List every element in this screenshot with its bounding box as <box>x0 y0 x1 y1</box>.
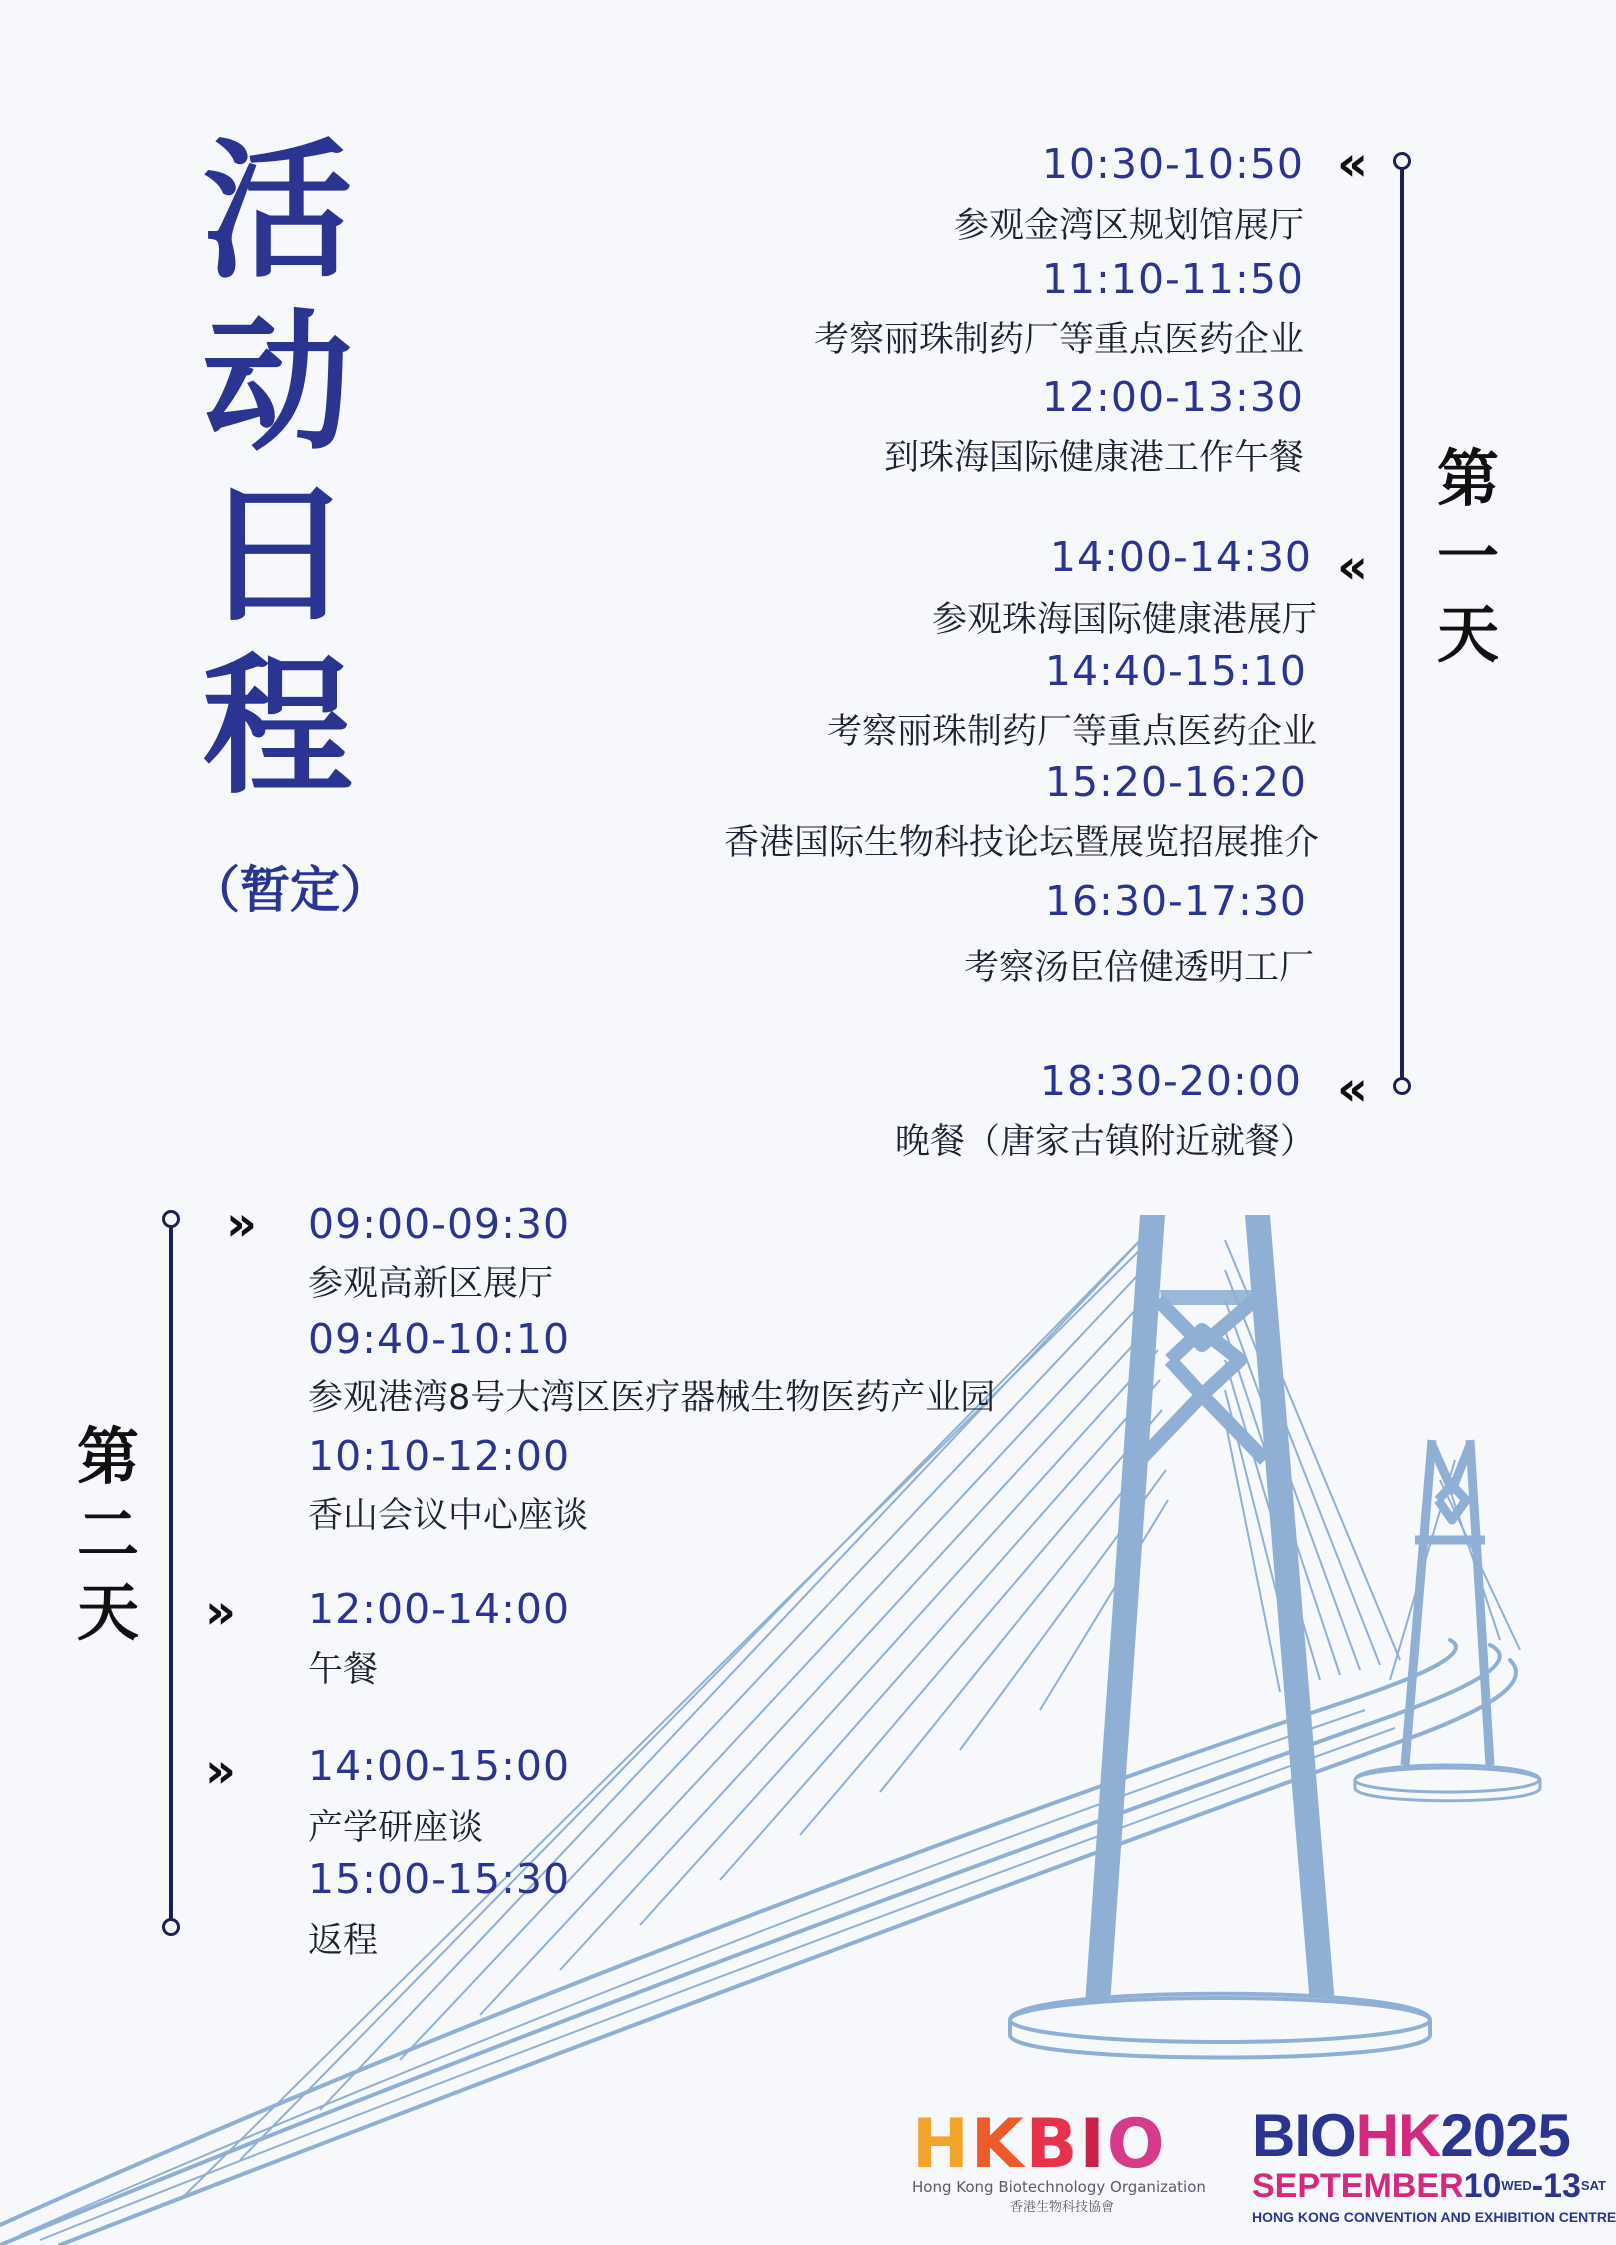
day1-item <box>1042 373 1304 421</box>
hkbio-english-name: Hong Kong Biotechnology Organization <box>912 2178 1206 2196</box>
day1-timeline-dot-top <box>1393 152 1411 170</box>
day2-item <box>308 1585 570 1633</box>
biohk-wordmark: BIOHK2025 <box>1252 2102 1570 2169</box>
day2-chevron-icon: » <box>226 1196 258 1252</box>
event-desc: 参观珠海国际健康港展厅 <box>931 600 1317 640</box>
event-time: 10:10-12:00 <box>308 1432 571 1480</box>
event-desc: 考察丽珠制药厂等重点医药企业 <box>826 712 1317 752</box>
event-time: 10:30-10:50 <box>1041 140 1304 188</box>
page-subtitle: （暂定） <box>190 860 390 919</box>
day2-timeline-dot-top <box>162 1210 180 1228</box>
day1-item <box>814 312 1304 362</box>
event-desc: 晚餐（唐家古镇附近就餐） <box>894 1122 1315 1162</box>
day1-chevron-icon: « <box>1337 1061 1369 1117</box>
event-desc: 考察丽珠制药厂等重点医药企业 <box>813 320 1304 360</box>
title-char: 活 <box>202 123 353 299</box>
event-desc: 到珠海国际健康港工作午餐 <box>883 438 1304 478</box>
event-desc: 参观高新区展厅 <box>308 1264 554 1304</box>
page-title <box>190 125 365 813</box>
day2-label: 第 二 天 <box>76 1420 139 1649</box>
day2-item <box>308 1315 570 1363</box>
day2-chevron-icon: » <box>205 1743 237 1799</box>
day2-item <box>308 1800 483 1850</box>
title-char: 程 <box>202 639 353 815</box>
biohk-venue: HONG KONG CONVENTION AND EXHIBITION CENTRE <box>1252 2209 1616 2225</box>
biohk-logo <box>1252 2102 1616 2225</box>
day1-item <box>884 430 1304 480</box>
event-time: 18:30-20:00 <box>1039 1057 1302 1105</box>
day2-item <box>308 1370 995 1420</box>
event-desc: 参观港湾8号大湾区医疗器械生物医药产业园 <box>308 1378 996 1418</box>
day1-timeline-dot-bottom <box>1393 1077 1411 1095</box>
event-desc: 香港国际生物科技论坛暨展览招展推介 <box>723 823 1319 863</box>
day2-chevron-icon: » <box>205 1584 237 1640</box>
event-time: 12:00-14:00 <box>308 1585 571 1633</box>
event-time: 15:20-16:20 <box>1044 758 1307 806</box>
event-time: 12:00-13:30 <box>1041 373 1304 421</box>
day2-item <box>308 1742 570 1790</box>
day1-item <box>827 704 1317 754</box>
event-time: 11:10-11:50 <box>1041 255 1304 303</box>
day1-item <box>1045 647 1307 695</box>
event-time: 09:00-09:30 <box>308 1200 571 1248</box>
day1-label: 第 一 天 <box>1436 442 1499 671</box>
event-desc: 参观金湾区规划馆展厅 <box>953 206 1304 246</box>
day1-item <box>954 198 1304 248</box>
day1-item <box>964 940 1314 990</box>
day2-item <box>308 1642 378 1692</box>
day1-item <box>1042 255 1304 303</box>
event-desc: 产学研座谈 <box>308 1808 484 1848</box>
title-char: 日 <box>202 467 353 643</box>
event-desc: 返程 <box>308 1921 379 1961</box>
day1-item <box>1042 140 1304 188</box>
event-time: 14:40-15:10 <box>1044 647 1307 695</box>
event-desc: 考察汤臣倍健透明工厂 <box>963 948 1314 988</box>
day2-item <box>308 1200 570 1248</box>
event-time: 09:40-10:10 <box>308 1315 571 1363</box>
event-time: 15:00-15:30 <box>308 1855 571 1903</box>
hkbio-logo <box>912 2105 1212 2215</box>
event-desc: 午餐 <box>308 1650 379 1690</box>
day1-timeline-line <box>1400 162 1404 1084</box>
event-desc: 香山会议中心座谈 <box>308 1496 589 1536</box>
day2-item <box>308 1432 570 1480</box>
day2-timeline-dot-bottom <box>162 1918 180 1936</box>
hkbio-chinese-name: 香港生物科技協會 <box>1009 2200 1114 2215</box>
day1-item <box>724 815 1319 865</box>
event-time: 14:00-15:00 <box>308 1742 571 1790</box>
day1-item <box>1045 877 1307 925</box>
title-char: 动 <box>202 295 353 471</box>
day1-chevron-icon: « <box>1337 539 1369 595</box>
event-time: 16:30-17:30 <box>1044 877 1307 925</box>
day1-item <box>932 592 1317 642</box>
day1-item <box>1050 533 1312 581</box>
day2-item <box>308 1488 588 1538</box>
day1-item <box>895 1114 1315 1164</box>
biohk-date: $SEPTEMBER10^{WED}-13^{SAT}$ <box>1252 2167 1606 2205</box>
day2-timeline-line <box>169 1227 173 1927</box>
event-time: 14:00-14:30 <box>1049 533 1312 581</box>
day2-item <box>308 1913 378 1963</box>
hkbio-wordmark: HKBIO <box>912 2105 1167 2184</box>
day1-chevron-icon: « <box>1337 136 1369 192</box>
day2-item <box>308 1855 570 1903</box>
day1-item <box>1040 1057 1302 1105</box>
day2-item <box>308 1256 553 1306</box>
day1-item <box>1045 758 1307 806</box>
